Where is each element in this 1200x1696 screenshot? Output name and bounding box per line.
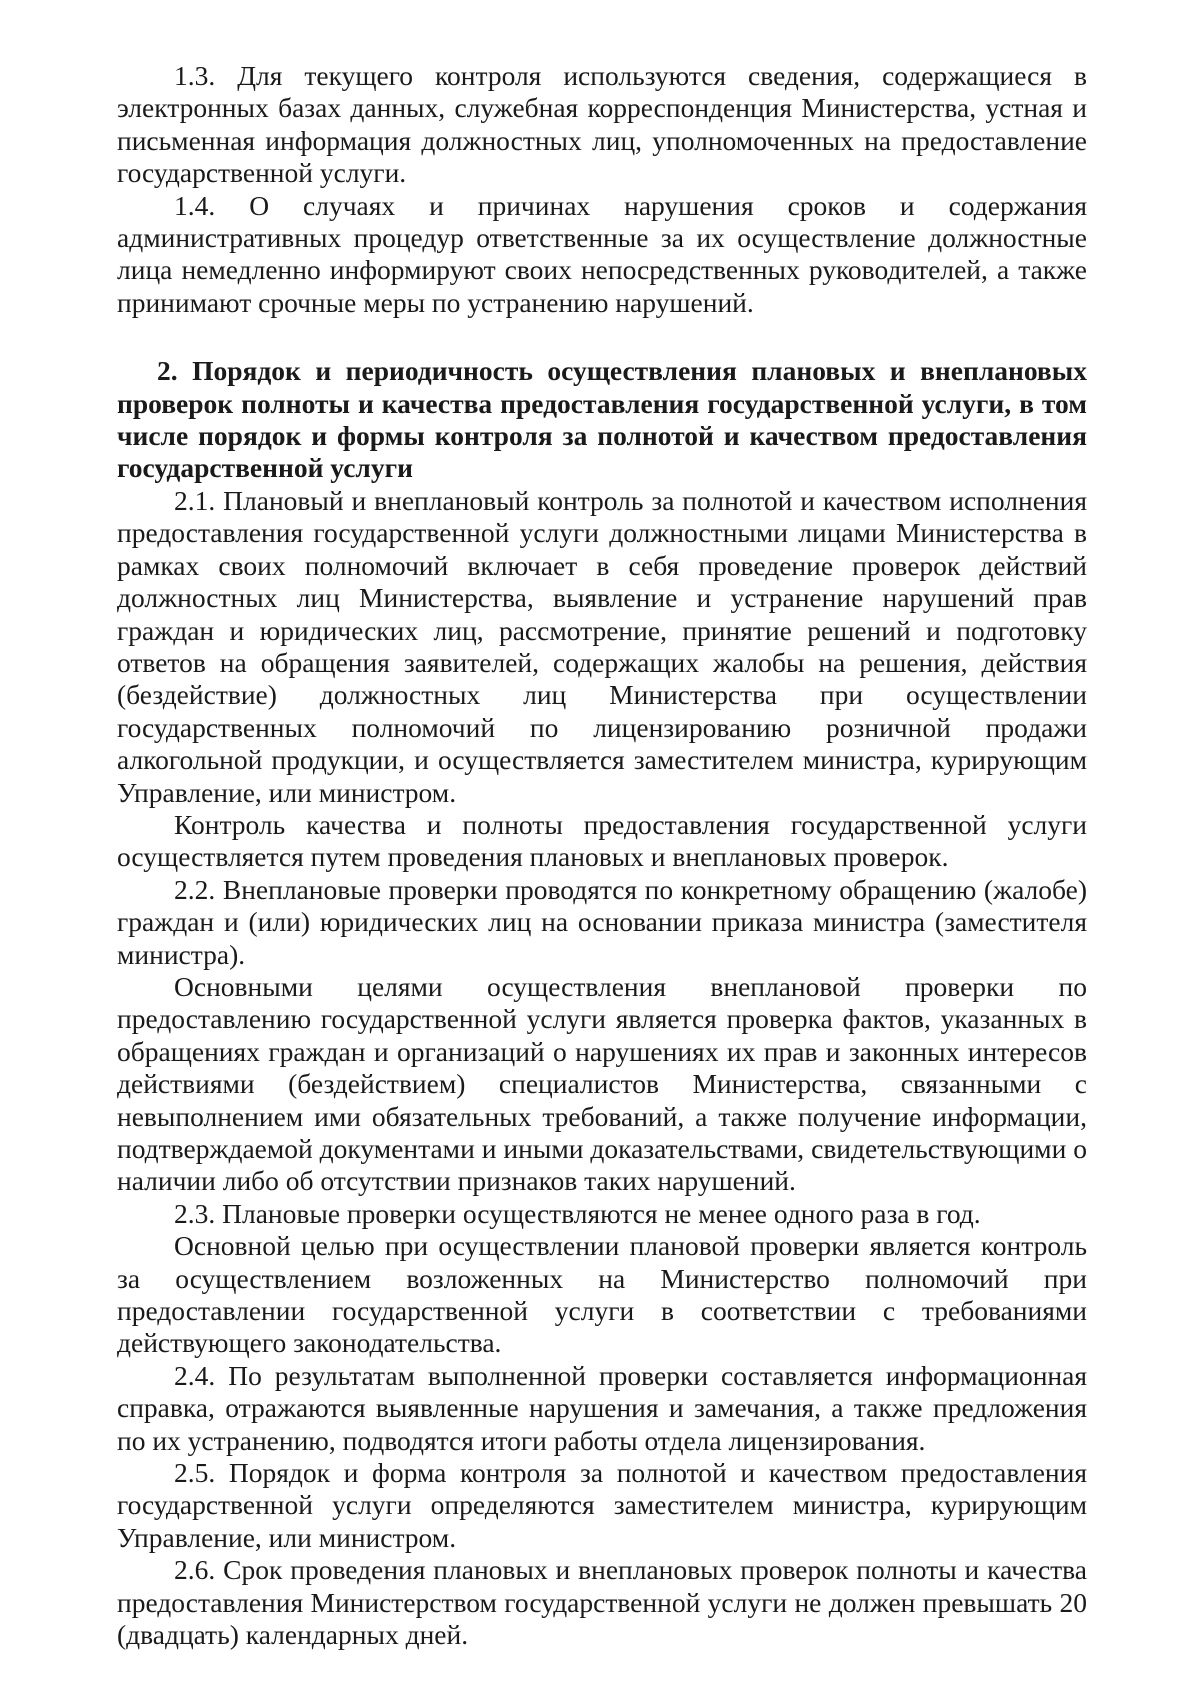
paragraph-control-quality: Контроль качества и полноты предоставления государственной услуги осуществляется путем проведения плановых и внеплановых проверок.: [117, 808, 1087, 873]
paragraph-1-3: 1.3. Для текущего контроля используются сведения, содержащиеся в электронных базах данных, служебная корреспонденция Министерства, устная и письменная информация должностных лиц, уполномоченных на предоставление государственной услуги.: [117, 60, 1087, 189]
paragraph-2-2: 2.2. Внеплановые проверки проводятся по конкретному обращению (жалобе) граждан и (или) юридических лиц на основании приказа министра (заместителя министра).: [117, 873, 1087, 970]
paragraph-unplanned-goals: Основными целями осуществления внеплановой проверки по предоставлению государственной услуги является проверка фактов, указанных в обращениях граждан и организаций о нарушениях их прав и законных интересов действиями (бездействием) специалистов Министерства, связанными с невыполнением ими обязательных требований, а также получение информации, подтверждаемой документами и иными доказательствами, свидетельствующими о наличии либо об отсутствии признаков таких нарушений.: [117, 970, 1087, 1197]
paragraph-2-6: 2.6. Срок проведения плановых и внеплановых проверок полноты и качества предоставления Министерством государственной услуги не должен превышать 20 (двадцать) календарных дней.: [117, 1554, 1087, 1651]
paragraph-2-1: 2.1. Плановый и внеплановый контроль за полнотой и качеством исполнения предоставления государственной услуги должностными лицами Министерства в рамках своих полномочий включает в себя проведение проверок действий должностных лиц Министерства, выявление и устранение нарушений прав граждан и юридических лиц, рассмотрение, принятие решений и подготовку ответов на обращения заявителей, содержащих жалобы на решения, действия (бездействие) должностных лиц Министерства при осуществлении государственных полномочий по лицензированию розничной продажи алкогольной продукции, и осуществляется заместителем министра, курирующим Управление, или министром.: [117, 484, 1087, 808]
paragraph-planned-goal: Основной целью при осуществлении плановой проверки является контроль за осуществлением возложенных на Министерство полномочий при предоставлении государственной услуги в соответствии с требованиями действующего законодательства.: [117, 1230, 1087, 1359]
section-heading: 2. Порядок и периодичность осуществления плановых и внеплановых проверок полноты и качества предоставления государственной услуги, в том числе порядок и формы контроля за полнотой и качеством предоставления государственной услуги: [117, 355, 1087, 484]
paragraph-1-4: 1.4. О случаях и причинах нарушения сроков и содержания административных процедур ответственные за их осуществление должностные лица немедленно информируют своих непосредственных руководителей, а также принимают срочные меры по устранению нарушений.: [117, 189, 1087, 318]
document-page: [117, 60, 1087, 1652]
paragraph-2-3: 2.3. Плановые проверки осуществляются не менее одного раза в год.: [174, 1197, 981, 1229]
paragraph-2-5: 2.5. Порядок и форма контроля за полнотой и качеством предоставления государственной услуги определяются заместителем министра, курирующим Управление, или министром.: [117, 1457, 1087, 1553]
paragraph-2-4: 2.4. По результатам выполненной проверки составляется информационная справка, отражаются выявленные нарушения и замечания, а также предложения по их устранению, подводятся итоги работы отдела лицензирования.: [117, 1359, 1087, 1456]
